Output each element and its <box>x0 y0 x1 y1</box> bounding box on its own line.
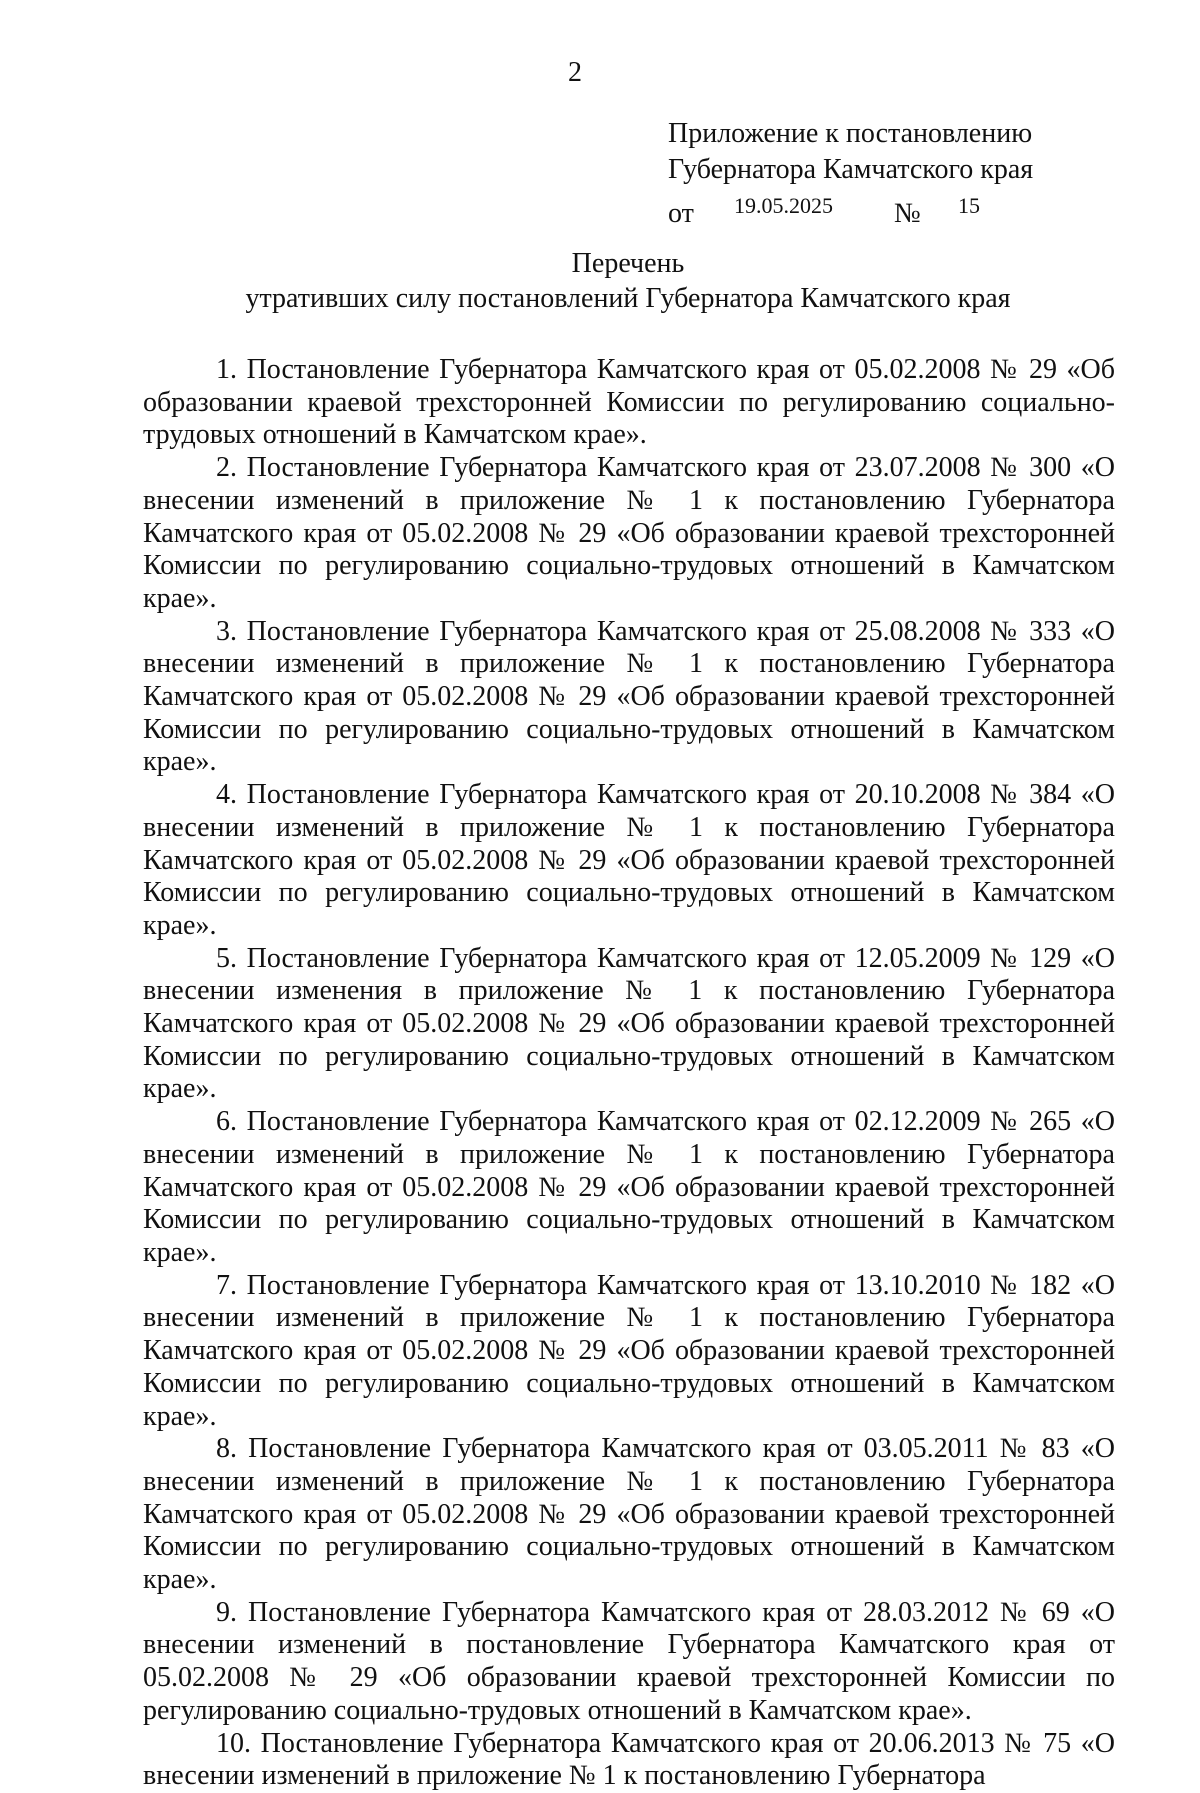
repealed-decrees-list <box>143 354 1115 1793</box>
appendix-line-2: Губернатора Камчатского края <box>668 154 1034 185</box>
document-title <box>0 246 1200 316</box>
list-item: 5. Постановление Губернатора Камчатского края от 12.05.2009 № 129 «О внесении изменения в приложение № 1 к постановлению Губернатора Камчатского края от 05.02.2008 № 29 «Об образовании краевой трехсторонней Комиссии по регулированию социально-трудовых отношений в Камчатском крае». <box>143 942 1115 1105</box>
appendix-header <box>668 116 1034 229</box>
decree-number: 15 <box>958 193 980 218</box>
list-item: 1. Постановление Губернатора Камчатского края от 05.02.2008 № 29 «Об образовании краевой трехсторонней Комиссии по регулированию социально-трудовых отношений в Камчатском крае». <box>143 354 1115 451</box>
number-label: № <box>894 198 921 229</box>
list-item: 2. Постановление Губернатора Камчатского края от 23.07.2008 № 300 «О внесении изменений в приложение № 1 к постановлению Губернатора Камчатского края от 05.02.2008 № 29 «Об образовании краевой трехсторонней Комиссии по регулированию социально-трудовых отношений в Камчатском крае». <box>143 452 1115 614</box>
title-line-2: утративших силу постановлений Губернатора Камчатского края <box>245 283 1011 314</box>
list-item: 4. Постановление Губернатора Камчатского края от 20.10.2008 № 384 «О внесении изменений в приложение № 1 к постановлению Губернатора Камчатского края от 05.02.2008 № 29 «Об образовании краевой трехсторонней Комиссии по регулированию социально-трудовых отношений в Камчатском крае». <box>143 779 1115 941</box>
list-item: 7. Постановление Губернатора Камчатского края от 13.10.2010 № 182 «О внесении изменений в приложение № 1 к постановлению Губернатора Камчатского края от 05.02.2008 № 29 «Об образовании краевой трехсторонней Комиссии по регулированию социально-трудовых отношений в Камчатском крае». <box>143 1269 1115 1432</box>
appendix-date-number <box>668 188 1033 229</box>
list-item: 8. Постановление Губернатора Камчатского края от 03.05.2011 № 83 «О внесении изменений в приложение № 1 к постановлению Губернатора Камчатского края от 05.02.2008 № 29 «Об образовании краевой трехсторонней Комиссии по регулированию социально-трудовых отношений в Камчатском крае». <box>143 1433 1115 1596</box>
decree-date: 19.05.2025 <box>734 193 833 218</box>
page-number: 2 <box>568 57 582 88</box>
list-item: 6. Постановление Губернатора Камчатского края от 02.12.2009 № 265 «О внесении изменений в приложение № 1 к постановлению Губернатора Камчатского края от 05.02.2008 № 29 «Об образовании краевой трехсторонней Комиссии по регулированию социально-трудовых отношений в Камчатском крае». <box>143 1106 1115 1268</box>
list-item: 10. Постановление Губернатора Камчатского края от 20.06.2013 № 75 «О внесении изменений в приложение № 1 к постановлению Губернатора <box>143 1727 1115 1792</box>
appendix-line-1: Приложение к постановлению <box>668 118 1033 149</box>
from-label: от <box>668 198 694 229</box>
list-item: 3. Постановление Губернатора Камчатского края от 25.08.2008 № 333 «О внесении изменений в приложение № 1 к постановлению Губернатора Камчатского края от 05.02.2008 № 29 «Об образовании краевой трехсторонней Комиссии по регулированию социально-трудовых отношений в Камчатском крае». <box>143 615 1115 778</box>
title-line-1: Перечень <box>571 248 685 279</box>
list-item: 9. Постановление Губернатора Камчатского края от 28.03.2012 № 69 «О внесении изменений в постановление Губернатора Камчатского края от 05.02.2008 № 29 «Об образовании краевой трехсторонней Комиссии по регулированию социально-трудовых отношений в Камчатском крае». <box>143 1596 1115 1726</box>
